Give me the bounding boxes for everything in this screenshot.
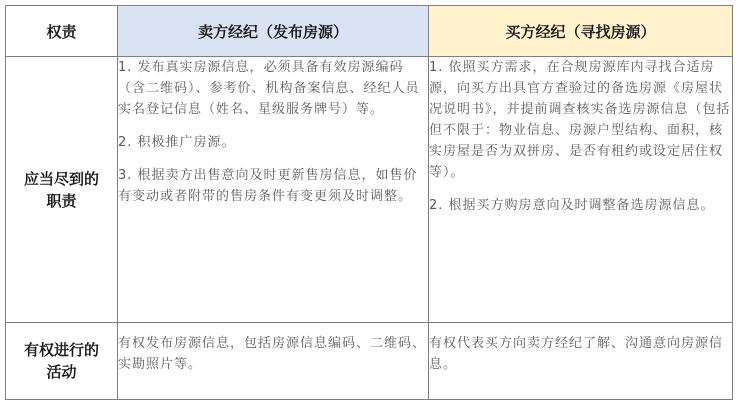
duties-row [6, 57, 733, 323]
seller-duty-3: 3. 根据卖方出售意向及时更新售房信息，如售价有变动或者附带的售房条件有变更须及时调整。 [118, 168, 418, 204]
responsibility-table [5, 5, 733, 400]
buyer-activities [429, 323, 733, 400]
duties-label [6, 57, 118, 323]
seller-duty-2: 2. 积极推广房源。 [118, 135, 236, 150]
duties-label-line2: 职责 [46, 191, 77, 210]
buyer-duties [429, 57, 733, 323]
activities-label [6, 323, 118, 400]
duties-label-line1: 应当尽到的 [23, 169, 99, 188]
header-seller-broker: 卖方经纪（发布房源） [118, 6, 429, 57]
seller-activity: 有权发布房源信息，包括房源信息编码、二维码、实勘照片等。 [118, 336, 427, 372]
activities-row [6, 323, 733, 400]
buyer-duty-1: 1. 依照买方需求，在合规房源库内寻找合适房源，向买方出具官方查验过的备选房源《房屋状况说明书》，并提前调查核实备选房源信息（包括但不限于：物业信息、房源户型结构、面积，核实房屋是否为双拼房、是否有租约或设定居住权等）。 [429, 60, 731, 180]
activities-label-line2: 活动 [46, 363, 77, 381]
activities-label-line1: 有权进行的 [23, 341, 99, 359]
seller-activities [118, 323, 429, 400]
header-row [6, 6, 733, 57]
header-buyer-broker: 买方经纪（寻找房源） [429, 6, 733, 57]
buyer-duty-2: 2. 根据买方购房意向及时调整备选房源信息。 [429, 198, 715, 213]
header-role: 权责 [6, 6, 118, 57]
buyer-activity: 有权代表买方向卖方经纪了解、沟通意向房源信息。 [429, 336, 724, 372]
seller-duty-1: 1. 发布真实房源信息，必须具备有效房源编码（含二维码）、参考价、机构备案信息、经纪人员实名登记信息（姓名、星级服务牌号）等。 [118, 60, 420, 117]
seller-duties [118, 57, 429, 323]
